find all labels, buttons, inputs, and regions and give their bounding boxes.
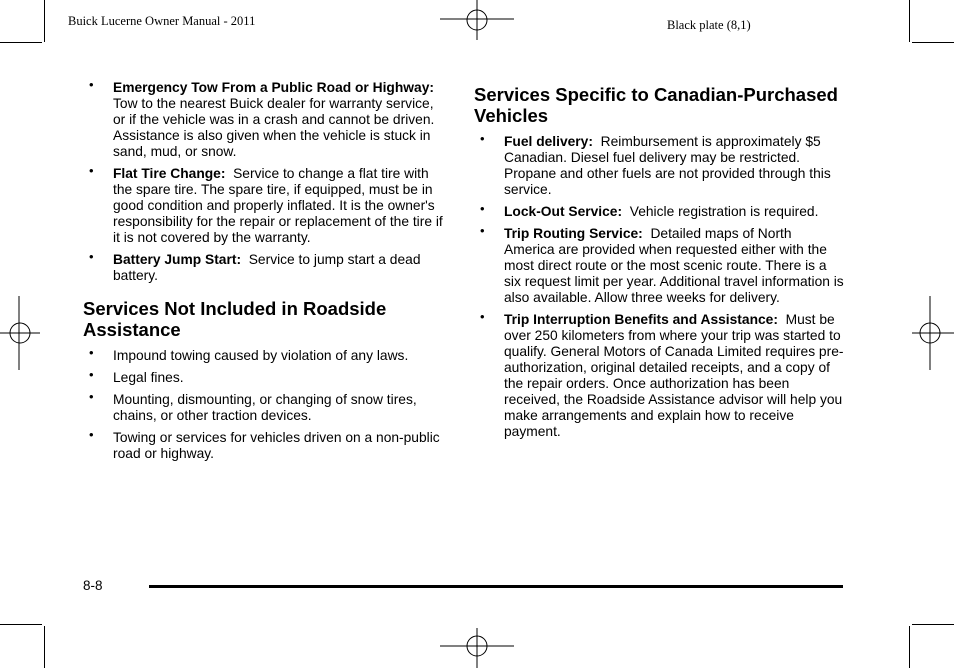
canadian-services-list xyxy=(474,131,844,440)
not-included-list xyxy=(83,345,448,462)
list-item xyxy=(83,389,448,424)
list-item xyxy=(83,249,448,284)
plate-label: Black plate (8,1) xyxy=(667,18,751,32)
footer-rule xyxy=(149,585,843,588)
bullet-icon: • xyxy=(480,223,485,238)
document-title-header: Buick Lucerne Owner Manual - 2011 xyxy=(68,14,256,28)
bullet-icon: • xyxy=(89,389,94,404)
item-text: Legal fines. xyxy=(113,370,184,385)
registration-mark-top-icon xyxy=(440,0,514,40)
crop-mark xyxy=(44,626,45,668)
item-text: Towing or services for vehicles driven on a non-public road or highway. xyxy=(113,430,440,461)
list-item xyxy=(83,77,448,160)
bullet-icon: • xyxy=(89,77,94,92)
list-item xyxy=(474,309,844,440)
list-item xyxy=(83,367,448,386)
crop-mark xyxy=(44,0,45,42)
bullet-icon: • xyxy=(480,131,485,146)
crop-mark xyxy=(909,0,910,42)
item-term: Battery Jump Start: xyxy=(113,252,242,267)
right-column xyxy=(474,84,844,446)
item-text: Service to jump start a dead battery. xyxy=(113,252,421,283)
list-item xyxy=(474,223,844,306)
bullet-icon: • xyxy=(480,201,485,216)
list-item xyxy=(83,427,448,462)
item-text: Reimbursement is approximately $5 Canadian. Diesel fuel delivery may be restricted. Propane and other fuels are not provided through this service. xyxy=(504,134,831,197)
list-item xyxy=(83,163,448,246)
bullet-icon: • xyxy=(89,163,94,178)
roadside-services-list xyxy=(83,77,448,284)
item-term: Trip Routing Service: xyxy=(504,226,643,241)
item-text: Vehicle registration is required. xyxy=(629,204,819,219)
item-text: Impound towing caused by violation of any laws. xyxy=(113,348,409,363)
crop-mark xyxy=(912,42,954,43)
item-text: Mounting, dismounting, or changing of snow tires, chains, or other traction devices. xyxy=(113,392,417,423)
bullet-icon: • xyxy=(89,249,94,264)
item-text: Must be over 250 kilometers from where your trip was started to qualify. General Motors of Canada Limited requires pre-authorization, original detailed receipts, and a copy of the repair orders. Once authorization has been received, the Roadside Assistance advisor will help you make arrangements and explain how to receive payment. xyxy=(504,312,844,439)
registration-mark-bottom-icon xyxy=(440,628,514,668)
crop-mark xyxy=(0,624,42,625)
crop-mark xyxy=(912,624,954,625)
bullet-icon: • xyxy=(480,309,485,324)
item-term: Lock-Out Service: xyxy=(504,204,623,219)
list-item xyxy=(83,345,448,364)
item-term: Flat Tire Change: xyxy=(113,166,226,181)
page-number: 8-8 xyxy=(83,578,103,593)
item-term: Fuel delivery: xyxy=(504,134,593,149)
bullet-icon: • xyxy=(89,427,94,442)
section-heading-not-included: Services Not Included in Roadside Assistance xyxy=(83,298,387,340)
registration-mark-right-icon xyxy=(912,296,954,370)
item-text: Tow to the nearest Buick dealer for warranty service, or if the vehicle was in a crash and cannot be driven. Assistance is also given when the vehicle is stuck in sand, mud, or snow. xyxy=(113,96,435,159)
item-term: Emergency Tow From a Public Road or Highway: xyxy=(113,80,434,95)
bullet-icon: • xyxy=(89,367,94,382)
registration-mark-left-icon xyxy=(0,296,40,370)
bullet-icon: • xyxy=(89,345,94,360)
crop-mark xyxy=(0,42,42,43)
item-text: Service to change a flat tire with the spare tire. The spare tire, if equipped, must be in good condition and properly inflated. It is the owner's responsibility for the repair or replacement of the tire if it is not covered by the warranty. xyxy=(113,166,443,245)
list-item xyxy=(474,131,844,198)
item-text: Detailed maps of North America are provided when requested either with the most direct route or the most scenic route. There is a six request limit per year. Additional travel information is also available. Allow three weeks for delivery. xyxy=(504,226,844,305)
section-heading-canadian: Services Specific to Canadian-Purchased Vehicles xyxy=(474,84,838,126)
crop-mark xyxy=(909,626,910,668)
item-term: Trip Interruption Benefits and Assistance: xyxy=(504,312,778,327)
list-item xyxy=(474,201,844,220)
left-column xyxy=(83,77,448,468)
